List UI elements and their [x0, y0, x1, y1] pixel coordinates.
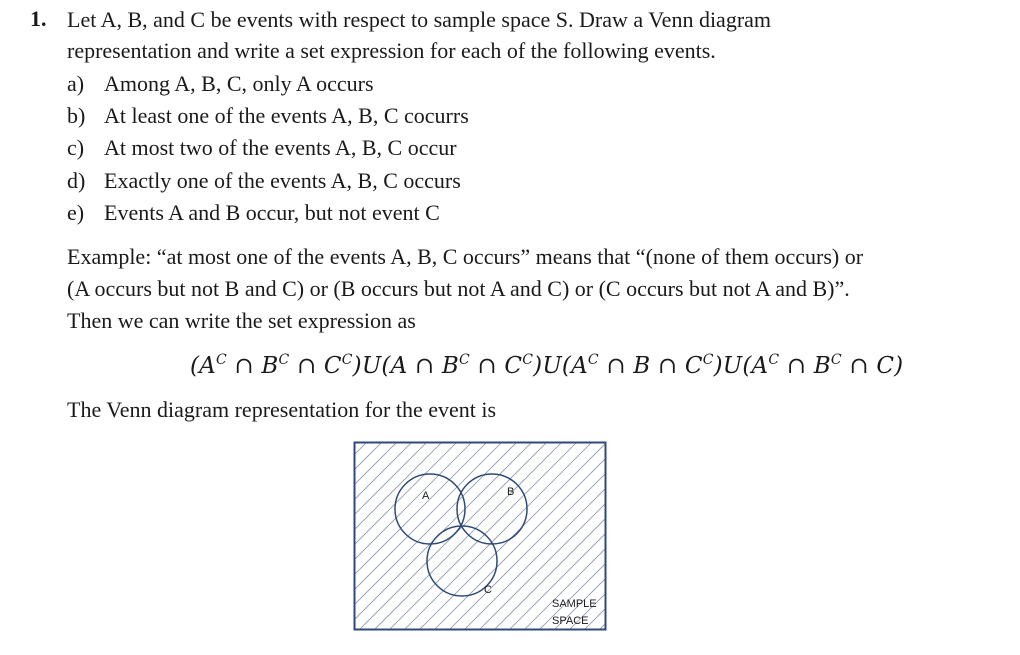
- sample-space-label-line-2: SPACE: [552, 615, 589, 627]
- item-d-text: Exactly one of the events A, B, C occurs: [104, 168, 461, 193]
- venn-label-a: A: [422, 490, 430, 502]
- question-intro-line-1: Let A, B, and C be events with respect to sample space S. Draw a Venn diagram: [67, 7, 772, 32]
- item-a-label: a): [67, 71, 85, 96]
- hatch-line: [388, 441, 578, 631]
- item-c-label: c): [67, 135, 85, 160]
- item-e-text: Events A and B occur, but not event C: [104, 200, 440, 225]
- example-line-2: (A occurs but not B and C) or (B occurs but not A and C) or (C occurs but not A and B)”.: [67, 276, 850, 301]
- example-line-1: Example: “at most one of the events A, B, C occurs” means that “(none of them occurs) or: [67, 244, 864, 269]
- item-e-label: e): [67, 200, 85, 225]
- item-c-text: At most two of the events A, B, C occur: [104, 135, 457, 160]
- hatch-line: [353, 441, 458, 631]
- example-line-3: Then we can write the set expression as: [67, 308, 416, 333]
- venn-caption: The Venn diagram representation for the event is: [67, 397, 497, 422]
- venn-label-b: B: [507, 486, 515, 498]
- hatch-line: [353, 441, 503, 631]
- question-number: 1.: [30, 6, 47, 31]
- sample-space-label-line-1: SAMPLE: [552, 598, 597, 610]
- circle-b: [457, 474, 527, 544]
- item-a-text: Among A, B, C, only A occurs: [104, 71, 374, 96]
- item-d-label: d): [67, 168, 86, 193]
- item-b-text: At least one of the events A, B, C cocurrs: [104, 103, 469, 128]
- hatch-line: [353, 441, 413, 631]
- item-b-label: b): [67, 103, 86, 128]
- hatch-line: [353, 441, 398, 631]
- question-intro-line-2: representation and write a set expression for each of the following events.: [67, 38, 716, 63]
- venn-label-c: C: [484, 584, 492, 596]
- venn-diagram: [353, 441, 607, 631]
- hatch-line: [373, 441, 563, 631]
- set-expression-formula: ($A^C$ ∩ $B^C$ ∩ $C^C)U(A$ ∩ $B^C$ ∩ $C^C)U(A^C$ ∩ B ∩ $C^C)U(A^C$ ∩ $B^C$ ∩ C): [190, 352, 904, 379]
